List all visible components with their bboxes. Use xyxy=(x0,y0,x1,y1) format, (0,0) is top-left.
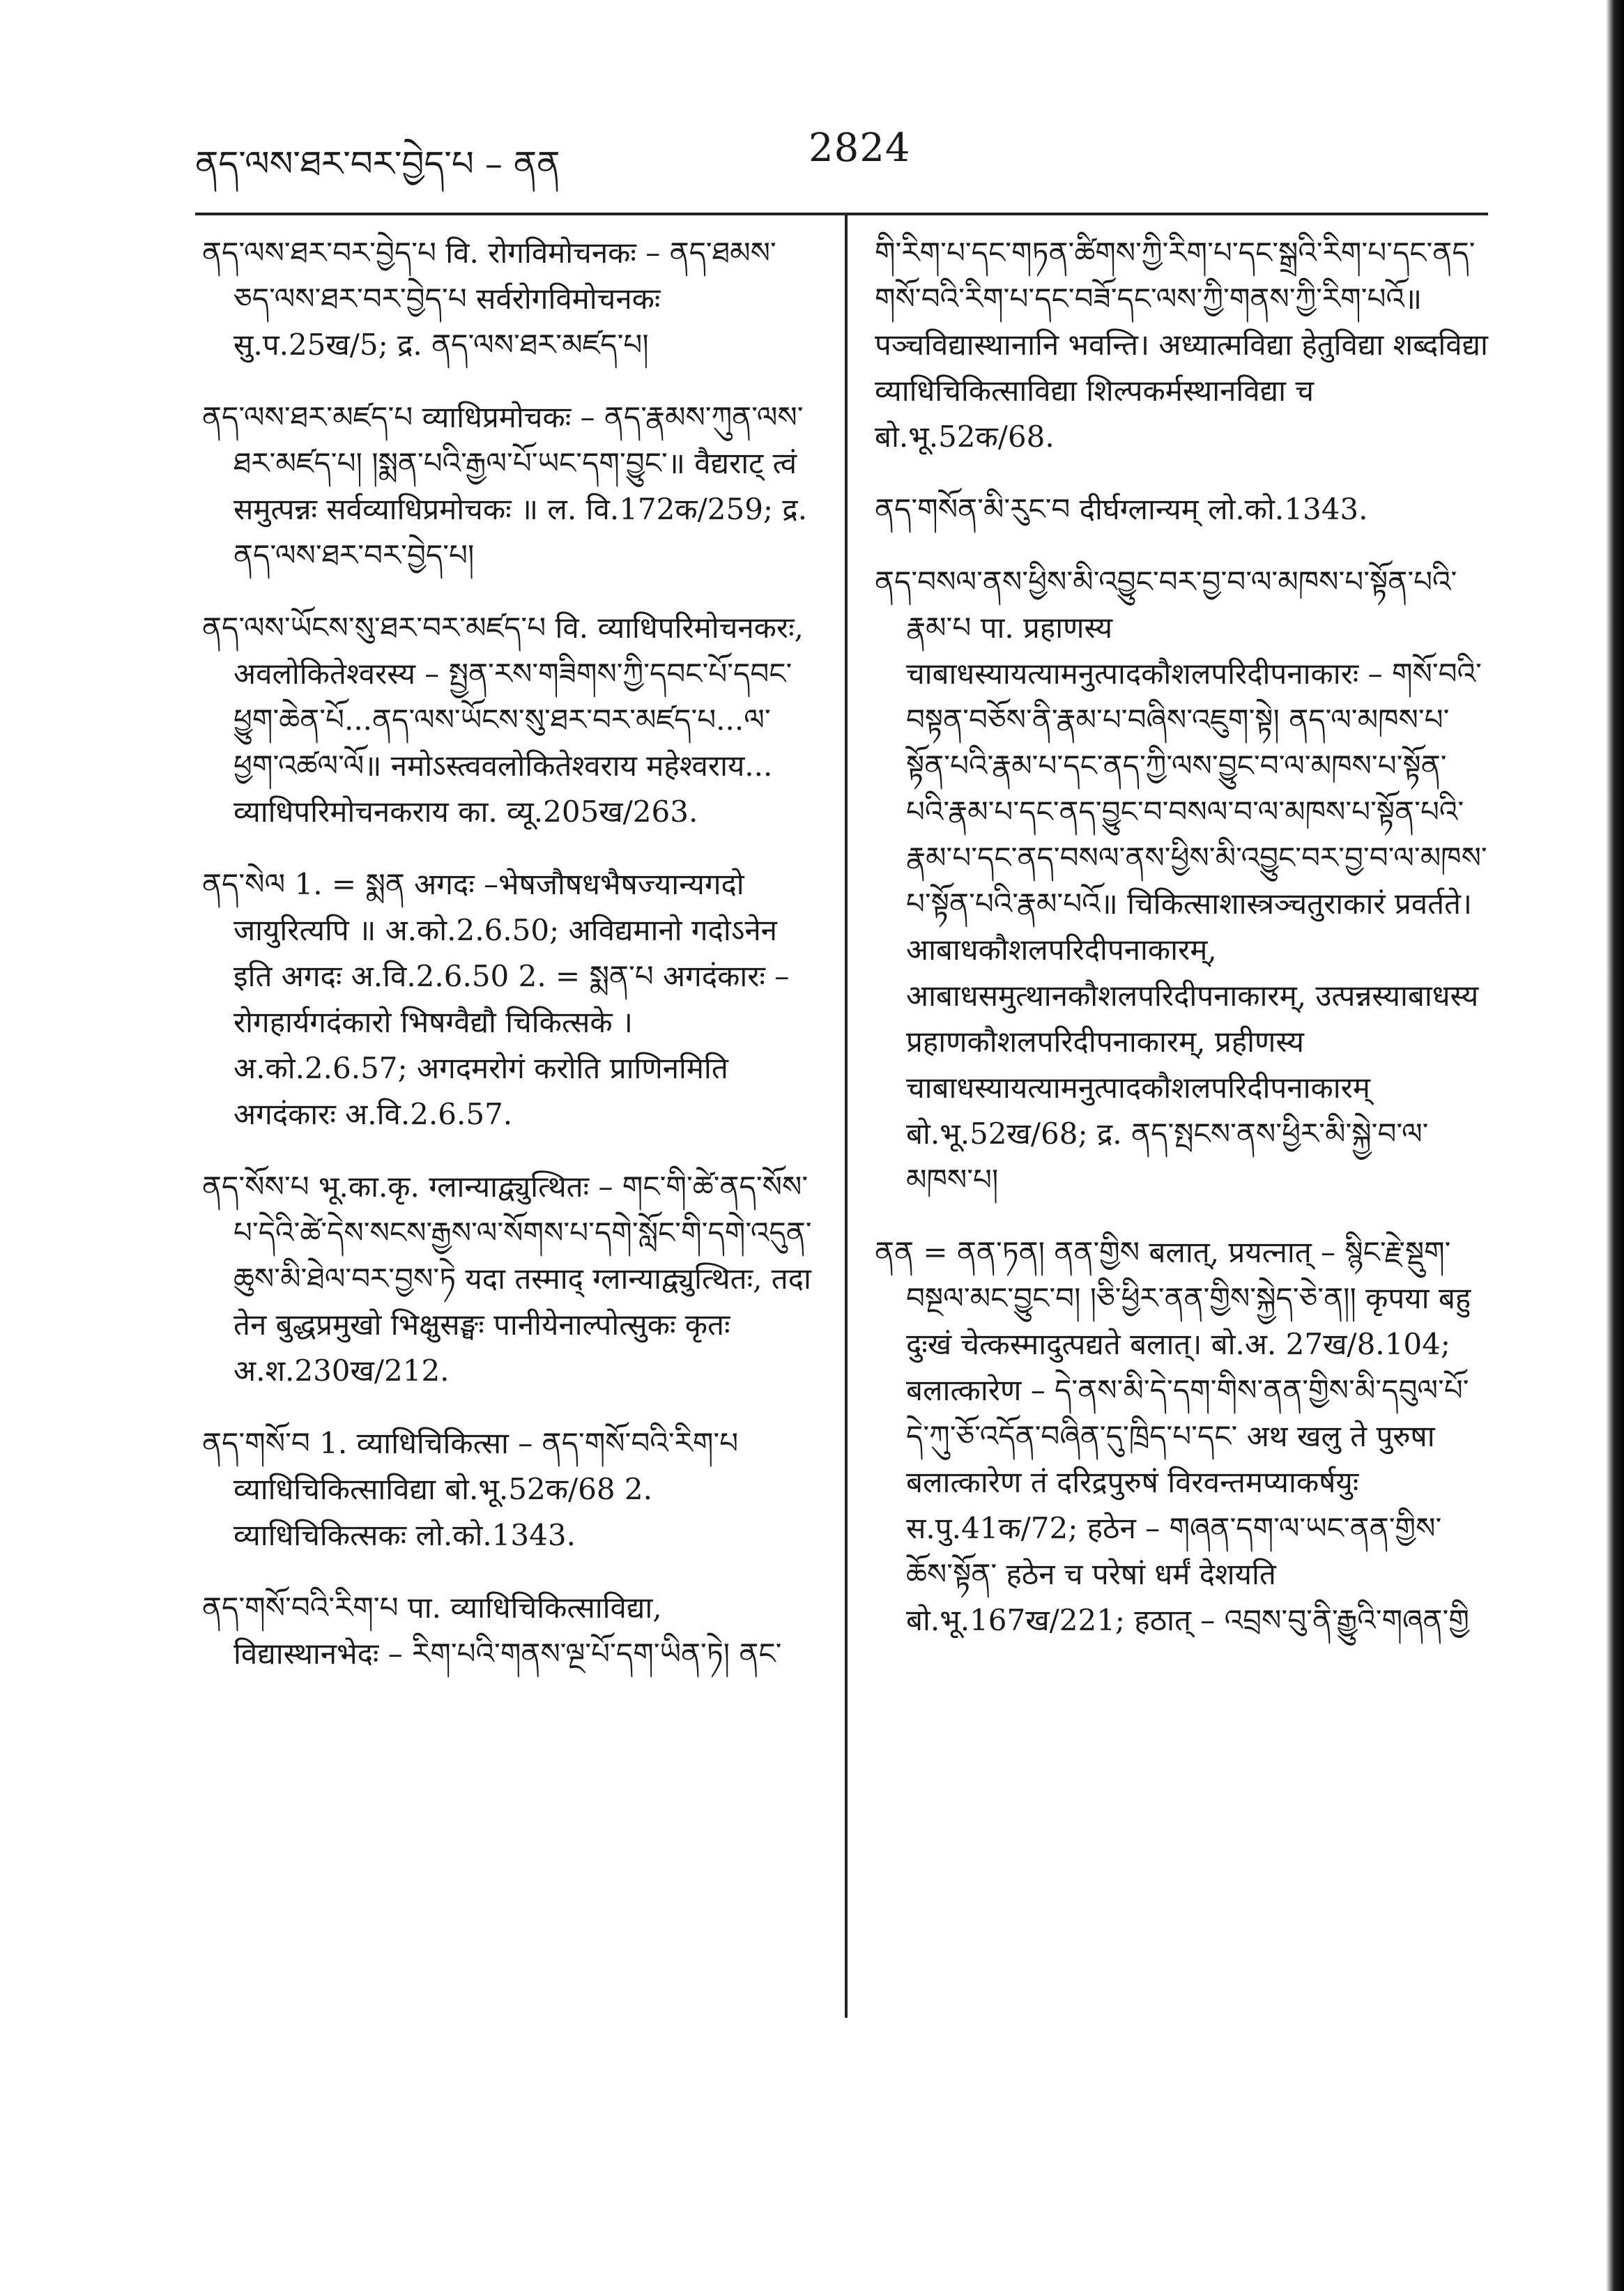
page-header xyxy=(195,105,1478,184)
dictionary-entry: ནད་ལས་ཐར་མཛད་པ व्याधिप्रमोचकः – ནད་རྣམས་ཀུན་ལས་ཐར་མཛད་པ། །སྨན་པའི་རྒྱལ་པོ་ཡང་དག་བྱུང་॥ वैद्यराट् त्वं समुत्पन्नः सर्वव्याधिप्रमोचकः ॥ ल. वि.172क/259; द्र. ནད་ལས་ཐར་བར་བྱེད་པ། xyxy=(202,400,808,572)
running-headword: ནད་ལས་ཐར་བར་བྱེད་པ – ནན xyxy=(195,144,560,184)
dictionary-entry: ནད་བསལ་ནས་ཕྱིས་མི་འབྱུང་བར་བྱ་བ་ལ་མཁས་པ་སྟོན་པའི་རྣམ་པ पा. प्रहाणस्य चाबाधस्यायत्यामनुत्पादकौशलपरिदीपनाकारः – གསོ་བའི་བསྟན་བཅོས་ནི་རྣམ་པ་བཞིས་འཇུག་སྟེ། ནད་ལ་མཁས་པ་སྟོན་པའི་རྣམ་པ་དང་ནད་ཀྱི་ལས་བྱུང་བ་ལ་མཁས་པ་སྟོན་པའི་རྣམ་པ་དང་ནད་བྱུང་བ་བསལ་བ་ལ་མཁས་པ་སྟོན་པའི་རྣམ་པ་དང་ནད་བསལ་ནས་ཕྱིས་མི་འབྱུང་བར་བྱ་བ་ལ་མཁས་པ་སྟོན་པའི་རྣམ་པའོ॥ चिकित्साशास्त्रञ्चतुराकारं प्रवर्तते। आबाधकौशलपरिदीपनाकारम्, आबाधसमुत्थानकौशलपरिदीपनाकारम्, उत्पन्नस्याबाधस्य प्रहाणकौशलपरिदीपनाकारम्, प्रहीणस्य चाबाधस्यायत्यामनुत्पादकौशलपरिदीपनाकारम् बो.भू.52ख/68; द्र. ནད་སྤངས་ནས་ཕྱིར་མི་སྐྱེ་བ་ལ་མཁས་པ། xyxy=(875,565,1487,1197)
dictionary-entry: ནད་གསོ་བའི་རིག་པ पा. व्याधिचिकित्साविद्या, विद्यास्थानभेदः – རིག་པའི་གནས་ལྔ་པོ་དག་ཡིན་ཏེ། ནང་ xyxy=(202,1591,782,1671)
dictionary-entry: ནད་གསོ་བ 1. व्याधिचिकित्सा – ནད་གསོ་བའི་རིག་པ व्याधिचिकित्साविद्या बो.भू.52क/68 2. व्याधिचिकित्सकः लो.को.1343. xyxy=(202,1426,739,1552)
dictionary-entry: ནད་ལས་ཐར་བར་བྱེད་པ वि. रोगविमोचनकः – ནད་ཐམས་ཅད་ལས་ཐར་བར་བྱེད་པ सर्वरोगविमोचनकः सु.प.25ख/5; द्र. ནད་ལས་ཐར་མཛད་པ། xyxy=(202,236,776,362)
header-rule xyxy=(195,213,1488,215)
dictionary-entry: ནན = ནན་ཏན། ནན་གྱིས बलात्, प्रयत्नात् – སྙིང་རྗེ་སྡུག་བསྔལ་མང་བྱུང་བ། །ཅི་ཕྱིར་ནན་གྱིས་སྐྱེད་ཅེ་ན།། कृपया बहु दुःखं चेत्कस्मादुत्पद्यते बलात्। बो.अ. 27ख/8.104; बलात्कारेण – དེ་ནས་མི་དེ་དག་གིས་ནན་གྱིས་མི་དབུལ་པོ་དེ་ཀུ་ཅོ་འདོན་བཞིན་དུ་ཁྲིད་པ་དང་ अथ खलु ते पुरुषा बलात्कारेण तं दरिद्रपुरुषं विरवन्तमप्याकर्षयुः स.पु.41क/72; हठेन – གཞན་དག་ལ་ཡང་ནན་གྱིས་ཆོས་སྟོན་ हठेन च परेषां धर्मं देशयति बो.भू.167ख/221; हठात् – འབྲས་བུ་ནི་རྒྱུའི་གཞན་གྱི xyxy=(875,1235,1471,1637)
right-column xyxy=(875,230,1488,1670)
left-column xyxy=(202,230,815,1703)
dictionary-entry-continued: གི་རིག་པ་དང་གཏན་ཚིགས་ཀྱི་རིག་པ་དང་སྒྲའི་རིག་པ་དང་ནད་གསོ་བའི་རིག་པ་དང་བཟོ་དང་ལས་ཀྱི་གནས་ཀྱི་རིག་པའོ॥ पञ्चविद्यास्थानानि भवन्ति। अध्यात्मविद्या हेतुविद्या शब्दविद्या व्याधिचिकित्साविद्या शिल्पकर्मस्थानविद्या च बो.भू.52क/68. xyxy=(875,236,1488,454)
scan-edge-shadow xyxy=(1606,0,1624,2291)
dictionary-entry: ནད་སེལ 1. = སྨན अगदः –भेषजौषधभैषज्यान्यगदो जायुरित्यपि ॥ अ.को.2.6.50; अविद्यमानो गदोऽनेन इति अगदः अ.वि.2.6.50 2. = སྨན་པ अगदंकारः – रोगहार्यगदंकारो भिषग्वैद्यौ चिकित्सके । अ.को.2.6.57; अगदमरोगं करोति प्राणिनमिति अगदंकारः अ.वि.2.6.57. xyxy=(202,867,790,1131)
dictionary-entry: ནད་ལས་ཡོངས་སུ་ཐར་བར་མཛད་པ वि. व्याधिपरिमोचनकरः, अवलोकितेश्वरस्य – སྤྱན་རས་གཟིགས་ཀྱི་དབང་པོ་དབང་ཕྱུག་ཆེན་པོ...ནད་ལས་ཡོངས་སུ་ཐར་བར་མཛད་པ...ལ་ཕྱག་འཚལ་ལོ॥ नमोऽस्त्ववलोकितेश्वराय महेश्वराय... व्याधिपरिमोचनकराय का. व्यू.205ख/263. xyxy=(202,611,804,829)
dictionary-entry: ནད་སོས་པ भू.का.कृ. ग्लान्याद्व्युत्थितः – གང་གི་ཚེ་ནད་སོས་པ་དེའི་ཚེ་དེས་སངས་རྒྱས་ལ་སོགས་པ་དགེ་སློང་གི་དགེ་འདུན་ཆུས་མི་ཐེལ་བར་བྱས་ཏེ यदा तस्माद् ग्लान्याद्व्युत्थितः, तदा तेन बुद्धप्रमुखो भिक्षुसङ्घः पानीयेनाल्पोत्सुकः कृतः अ.श.230ख/212. xyxy=(202,1170,812,1388)
page-number: 2824 xyxy=(809,125,911,171)
dictionary-entry: ནད་གསོན་མི་རུང་བ दीर्घग्लान्यम् लो.को.1343. xyxy=(875,492,1368,526)
column-divider xyxy=(845,213,848,2018)
